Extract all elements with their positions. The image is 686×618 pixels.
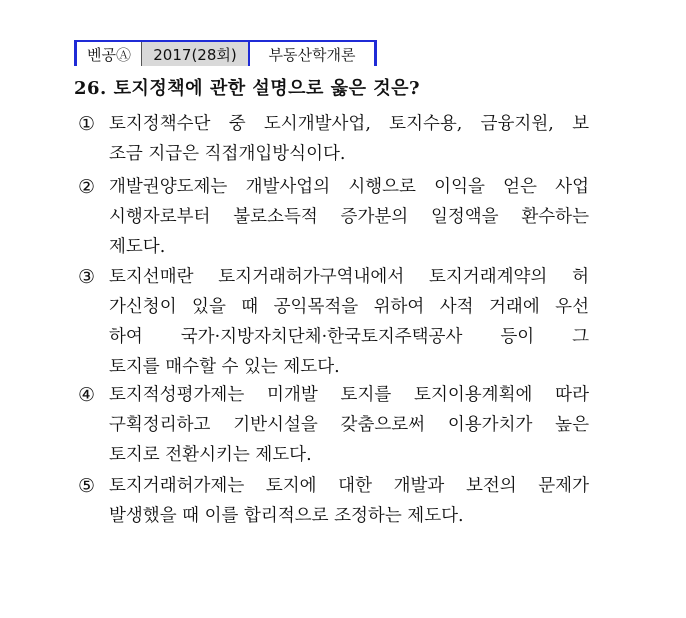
option-marker: ④ [78, 384, 96, 406]
option-marker: ② [78, 176, 96, 198]
option-line: 토지선매란 토지거래허가구역내에서 토지거래계약의 허 [109, 267, 589, 287]
option-marker: ⑤ [78, 475, 96, 497]
option-line: 발생했을 때 이를 합리적으로 조정하는 제도다. [109, 506, 464, 526]
option-line: 토지로 전환시키는 제도다. [109, 445, 312, 465]
option-line: 가신청이 있을 때 공익목적을 위하여 사적 거래에 우선 [109, 297, 589, 317]
option-line: 구획정리하고 기반시설을 갖춤으로써 이용가치가 높은 [109, 415, 589, 435]
exam-year: 2017(28회) [141, 42, 250, 66]
tag-label: 벤공Ⓐ [77, 42, 141, 66]
option-marker: ① [78, 113, 96, 135]
subject-name: 부동산학개론 [250, 42, 374, 66]
question-heading [74, 74, 420, 100]
question-number: 26. [74, 78, 107, 99]
option-line: 토지를 매수할 수 있는 제도다. [109, 357, 340, 377]
question-text: 토지정책에 관한 설명으로 옳은 것은? [113, 78, 421, 99]
option-text [109, 262, 589, 382]
option-line: 토지거래허가제는 토지에 대한 개발과 보전의 문제가 [109, 476, 589, 496]
option-marker: ③ [78, 266, 96, 288]
option-line: 하여 국가·지방자치단체·한국토지주택공사 등이 그 [109, 327, 589, 347]
exam-tag-strip [74, 40, 377, 66]
option-text [109, 172, 589, 262]
option-line: 토지정책수단 중 도시개발사업, 토지수용, 금융지원, 보 [109, 114, 589, 134]
option-text [109, 109, 589, 169]
option-line: 조금 지급은 직접개입방식이다. [109, 144, 346, 164]
option-line: 제도다. [109, 237, 166, 257]
option-text [109, 471, 589, 531]
option-line: 시행자로부터 불로소득적 증가분의 일정액을 환수하는 [109, 207, 589, 227]
option-text [109, 380, 589, 470]
option-line: 토지적성평가제는 미개발 토지를 토지이용계획에 따라 [109, 385, 589, 405]
option-line: 개발권양도제는 개발사업의 시행으로 이익을 얻은 사업 [109, 177, 589, 197]
